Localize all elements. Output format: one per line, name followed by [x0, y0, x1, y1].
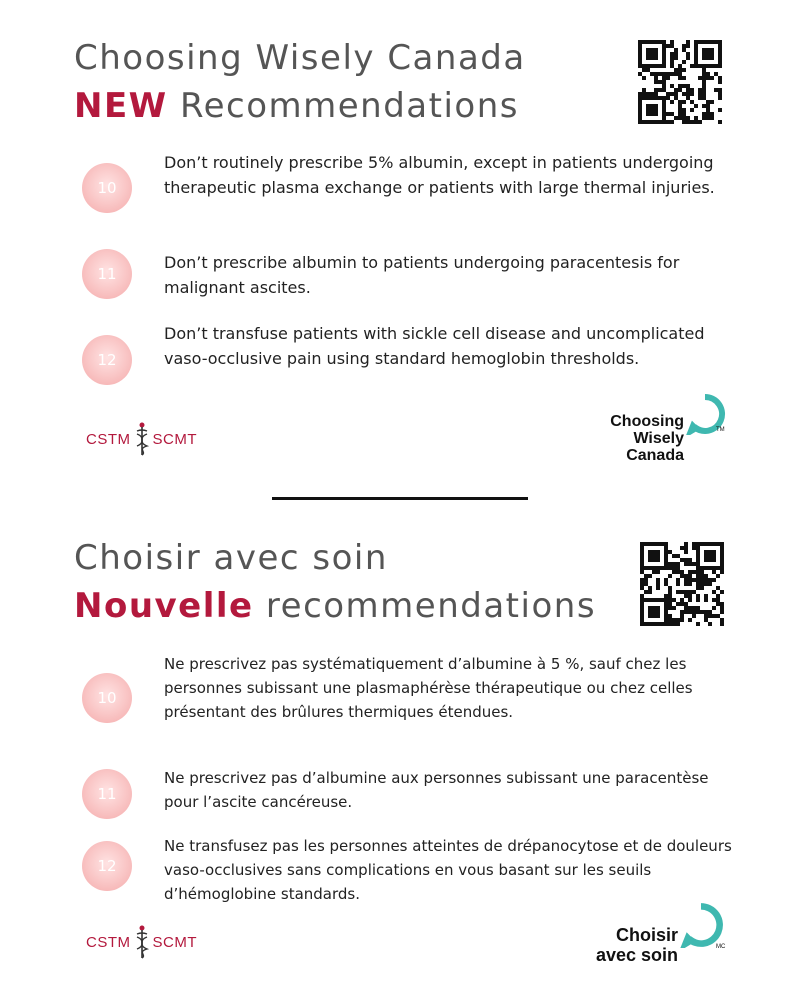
- qr-code-icon[interactable]: [640, 542, 724, 626]
- qr-code-icon[interactable]: [638, 40, 722, 124]
- rec-number-badge: 12: [82, 335, 132, 385]
- page-subtitle-en: [74, 86, 519, 126]
- scmt-label: SCMT: [152, 933, 197, 951]
- recommendation-text: Ne transfusez pas les personnes atteintes de drépanocytose et de douleurs vaso-occlusives sans complications en vous basant sur les seuils d’hémoglobine standards.: [164, 837, 732, 903]
- speech-ring-icon: [678, 902, 724, 948]
- recommendations-label-fr: recommendations: [253, 586, 597, 626]
- section-divider: [272, 497, 528, 500]
- recommendation-text: Ne prescrivez pas systématiquement d’albumine à 5 %, sauf chez les personnes subissant une plasmaphérèse thérapeutique ou chez celles présentant des brûlures thermiques étendues.: [164, 655, 693, 721]
- recommendation-text: Ne prescrivez pas d’albumine aux personnes subissant une paracentèse pour l’ascite cancéreuse.: [164, 769, 709, 811]
- page-title-en: Choosing Wisely Canada: [74, 38, 526, 78]
- page-title-fr: Choisir avec soin: [74, 538, 388, 578]
- rec-number-badge: 10: [82, 163, 132, 213]
- rec-number-badge: 11: [82, 769, 132, 819]
- rec-number-badge: 11: [82, 249, 132, 299]
- logo-line-2: avec soin: [595, 945, 678, 965]
- cstm-label: CSTM: [86, 933, 131, 951]
- recommendation-text: Don’t routinely prescribe 5% albumin, except in patients undergoing therapeutic plasma exchange or patients with large thermal injuries.: [164, 153, 715, 197]
- trademark-mark: TM: [716, 427, 725, 433]
- caduceus-icon: [134, 925, 150, 959]
- scmt-label: SCMT: [152, 430, 197, 448]
- cstm-label: CSTM: [86, 430, 131, 448]
- recommendations-label-en: Recommendations: [167, 86, 519, 126]
- recommendation-text: Don’t transfuse patients with sickle cell disease and uncomplicated vaso-occlusive pain using standard hemoglobin thresholds.: [164, 324, 705, 368]
- trademark-mark: MC: [716, 944, 726, 950]
- logo-line-1: Choisir: [615, 925, 678, 945]
- logo-line-1: Choosing: [610, 413, 684, 430]
- recommendation-text: Don’t prescribe albumin to patients undergoing paracentesis for malignant ascites.: [164, 253, 680, 297]
- caduceus-icon: [134, 422, 150, 456]
- rec-number-badge: 10: [82, 673, 132, 723]
- nouvelle-label: Nouvelle: [74, 586, 254, 626]
- choosing-wisely-logo: [560, 413, 684, 464]
- page-subtitle-fr: [74, 586, 596, 626]
- logo-line-3: Canada: [626, 447, 684, 464]
- choisir-avec-soin-logo: [560, 925, 678, 965]
- logo-line-2: Wisely: [633, 430, 684, 447]
- new-label: NEW: [74, 86, 168, 126]
- cstm-scmt-logo: [86, 925, 197, 959]
- rec-number-badge: 12: [82, 841, 132, 891]
- cstm-scmt-logo: [86, 422, 197, 456]
